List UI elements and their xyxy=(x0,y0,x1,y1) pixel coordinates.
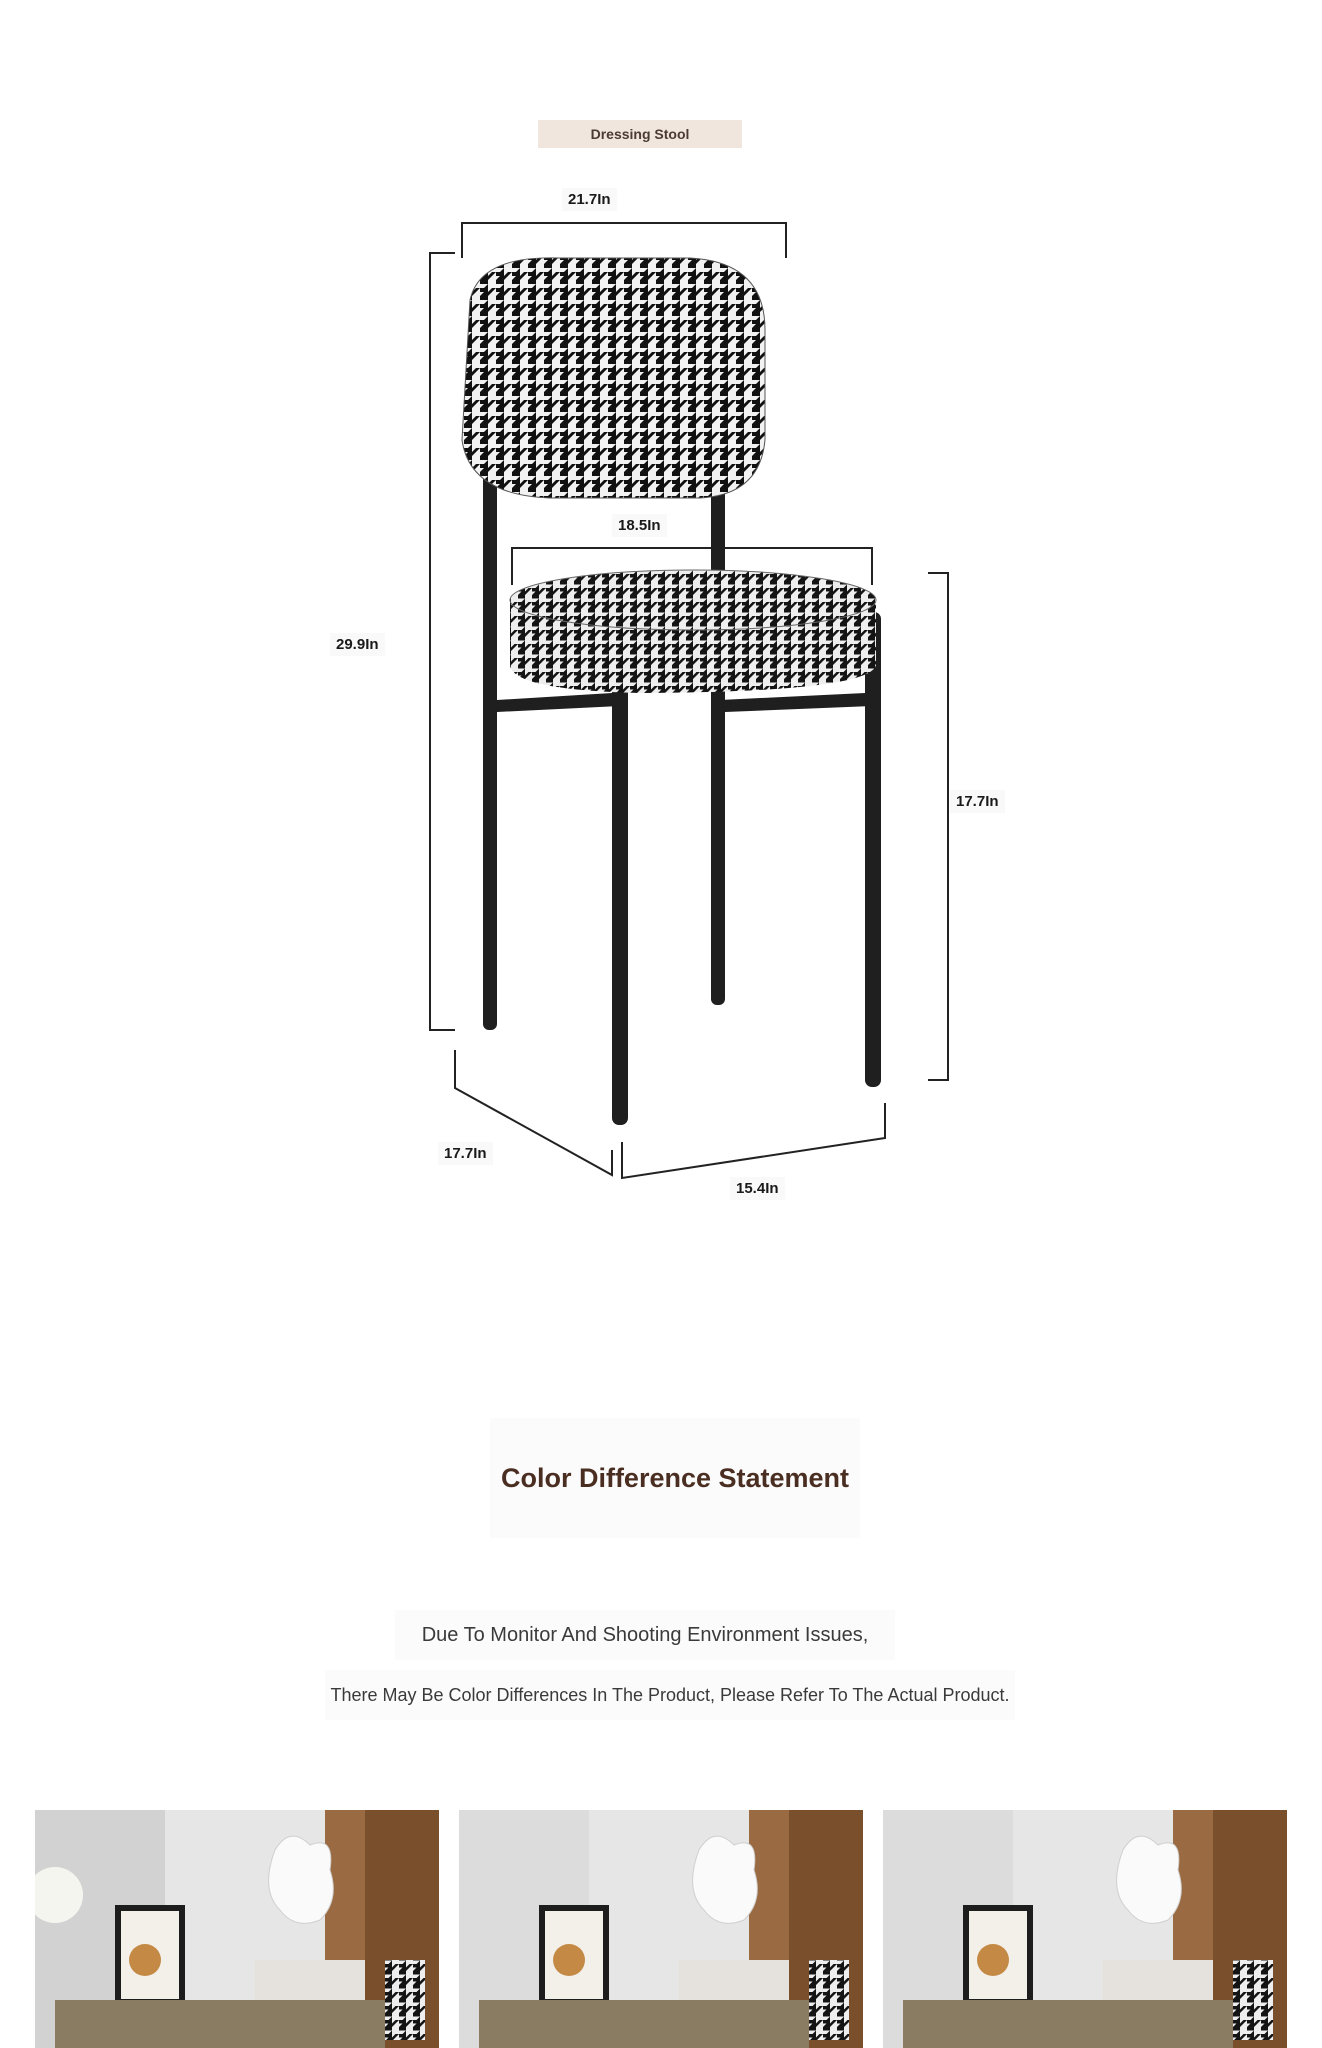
chair-backrest xyxy=(462,258,765,498)
statement-line-1: Due To Monitor And Shooting Environment Issues, xyxy=(395,1610,895,1660)
gallery-photo-3 xyxy=(883,1810,1287,2048)
total-height-label: 29.9In xyxy=(330,633,385,656)
color-difference-heading: Color Difference Statement xyxy=(490,1418,860,1538)
gallery-photo-1 xyxy=(35,1810,439,2048)
statement-line-2: There May Be Color Differences In The Product, Please Refer To The Actual Product. xyxy=(325,1670,1015,1720)
seat-height-label: 17.7In xyxy=(950,790,1005,813)
back-width-label: 21.7In xyxy=(562,188,617,211)
depth-label: 17.7In xyxy=(438,1142,493,1165)
product-title: Dressing Stool xyxy=(538,120,742,148)
seat-width-label: 18.5In xyxy=(612,514,667,537)
chair-frame xyxy=(483,470,881,1125)
leg-span-label: 15.4In xyxy=(730,1177,785,1200)
chair-seat xyxy=(510,570,876,693)
gallery-photo-2 xyxy=(459,1810,863,2048)
